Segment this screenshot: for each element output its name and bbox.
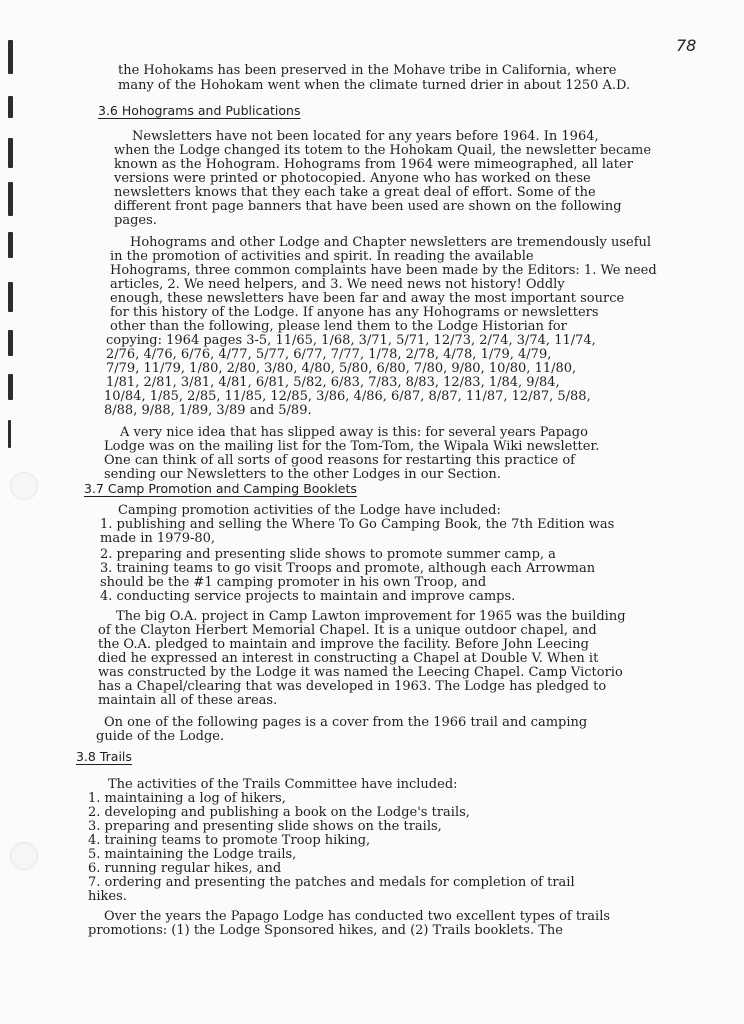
- list-item: 7. ordering and presenting the patches and medals for completion of trail: [88, 875, 575, 890]
- text-line: 8/88, 9/88, 1/89, 3/89 and 5/89.: [104, 403, 312, 418]
- text-line: One can think of all sorts of good reasons for restarting this practice of: [104, 453, 575, 468]
- list-item: 1. publishing and selling the Where To Go Camping Book, the 7th Edition was: [100, 517, 615, 532]
- section-heading: 3.8 Trails: [76, 749, 132, 764]
- binding-mark: [8, 420, 11, 448]
- list-item: 4. conducting service projects to maintain and improve camps.: [100, 589, 516, 604]
- text-line: Hohograms and other Lodge and Chapter newsletters are tremendously useful: [130, 235, 652, 250]
- text-line: for this history of the Lodge. If anyone has any Hohograms or newsletters: [110, 305, 599, 320]
- text-line: A very nice idea that has slipped away is this: for several years Papago: [120, 425, 588, 440]
- binding-mark: [8, 232, 13, 258]
- text-line: was constructed by the Lodge it was named the Leecing Chapel. Camp Victorio: [98, 665, 623, 680]
- text-line: the Hohokams has been preserved in the Mohave tribe in California, where: [118, 63, 617, 78]
- list-item: 3. preparing and presenting slide shows on the trails,: [88, 819, 442, 834]
- binding-mark: [8, 138, 13, 168]
- text-line: Newsletters have not been located for any years before 1964. In 1964,: [132, 129, 599, 144]
- punch-hole: [10, 472, 38, 500]
- text-line: copying: 1964 pages 3-5, 11/65, 1/68, 3/71, 5/71, 12/73, 2/74, 3/74, 11/74,: [106, 333, 596, 348]
- list-intro: Camping promotion activities of the Lodge have included:: [118, 503, 501, 518]
- section-heading: 3.6 Hohograms and Publications: [98, 103, 301, 118]
- binding-mark: [8, 374, 13, 400]
- text-line: the O.A. pledged to maintain and improve the facility. Before John Leecing: [98, 637, 589, 652]
- text-line: On one of the following pages is a cover from the 1966 trail and camping: [104, 715, 588, 730]
- section-heading: 3.7 Camp Promotion and Camping Booklets: [84, 481, 357, 496]
- text-line: Lodge was on the mailing list for the Tom-Tom, the Wipala Wiki newsletter.: [104, 439, 600, 454]
- text-line: 2/76, 4/76, 6/76, 4/77, 5/77, 6/77, 7/77, 1/78, 2/78, 4/78, 1/79, 4/79,: [106, 347, 552, 362]
- text-line: The big O.A. project in Camp Lawton improvement for 1965 was the building: [116, 609, 626, 624]
- list-item: 2. developing and publishing a book on the Lodge's trails,: [88, 805, 470, 820]
- text-line: versions were printed or photocopied. Anyone who has worked on these: [114, 171, 591, 186]
- text-line: guide of the Lodge.: [96, 729, 225, 744]
- text-line: sending our Newsletters to the other Lodges in our Section.: [104, 467, 501, 482]
- text-line: known as the Hohogram. Hohograms from 1964 were mimeographed, all later: [114, 157, 633, 172]
- text-line: 10/84, 1/85, 2/85, 11/85, 12/85, 3/86, 4/86, 6/87, 8/87, 11/87, 12/87, 5/88,: [104, 389, 591, 404]
- list-item: 4. training teams to promote Troop hiking,: [88, 833, 371, 848]
- text-line: 7/79, 11/79, 1/80, 2/80, 3/80, 4/80, 5/80, 6/80, 7/80, 9/80, 10/80, 11/80,: [106, 361, 577, 376]
- text-line: different front page banners that have been used are shown on the following: [114, 199, 622, 214]
- text-line: has a Chapel/clearing that was developed in 1963. The Lodge has pledged to: [98, 679, 607, 694]
- text-line: in the promotion of activities and spirit. In reading the available: [110, 249, 534, 264]
- text-line: other than the following, please lend them to the Lodge Historian for: [110, 319, 567, 334]
- text-line: promotions: (1) the Lodge Sponsored hikes, and (2) Trails booklets. The: [88, 923, 563, 938]
- text-line: Over the years the Papago Lodge has conducted two excellent types of trails: [104, 909, 611, 924]
- list-item: 5. maintaining the Lodge trails,: [88, 847, 297, 862]
- text-line: died he expressed an interest in constructing a Chapel at Double V. When it: [98, 651, 599, 666]
- list-item: 2. preparing and presenting slide shows to promote summer camp, a: [100, 547, 556, 562]
- text-line: many of the Hohokam went when the climate turned drier in about 1250 A.D.: [118, 78, 631, 93]
- punch-hole: [10, 842, 38, 870]
- page-number: 78: [676, 36, 697, 55]
- list-item: 3. training teams to go visit Troops and promote, although each Arrowman: [100, 561, 596, 576]
- list-item: hikes.: [88, 889, 127, 904]
- text-line: newsletters knows that they each take a great deal of effort. Some of the: [114, 185, 596, 200]
- list-item: 6. running regular hikes, and: [88, 861, 282, 876]
- text-line: 1/81, 2/81, 3/81, 4/81, 6/81, 5/82, 6/83, 7/83, 8/83, 12/83, 1/84, 9/84,: [106, 375, 560, 390]
- binding-mark: [8, 40, 13, 74]
- list-item: 1. maintaining a log of hikers,: [88, 791, 286, 806]
- text-line: enough, these newsletters have been far and away the most important source: [110, 291, 625, 306]
- text-line: Hohograms, three common complaints have been made by the Editors: 1. We need: [110, 263, 657, 278]
- text-line: maintain all of these areas.: [98, 693, 278, 708]
- binding-mark: [8, 96, 13, 118]
- binding-mark: [8, 282, 13, 312]
- text-line: of the Clayton Herbert Memorial Chapel. It is a unique outdoor chapel, and: [98, 623, 597, 638]
- list-item: made in 1979-80,: [100, 531, 216, 546]
- text-line: when the Lodge changed its totem to the Hohokam Quail, the newsletter became: [114, 143, 652, 158]
- binding-mark: [8, 182, 13, 216]
- binding-mark: [8, 330, 13, 356]
- list-item: should be the #1 camping promoter in his own Troop, and: [100, 575, 487, 590]
- list-intro: The activities of the Trails Committee have included:: [108, 777, 458, 792]
- text-line: articles, 2. We need helpers, and 3. We need news not history! Oddly: [110, 277, 565, 292]
- text-line: pages.: [114, 213, 157, 228]
